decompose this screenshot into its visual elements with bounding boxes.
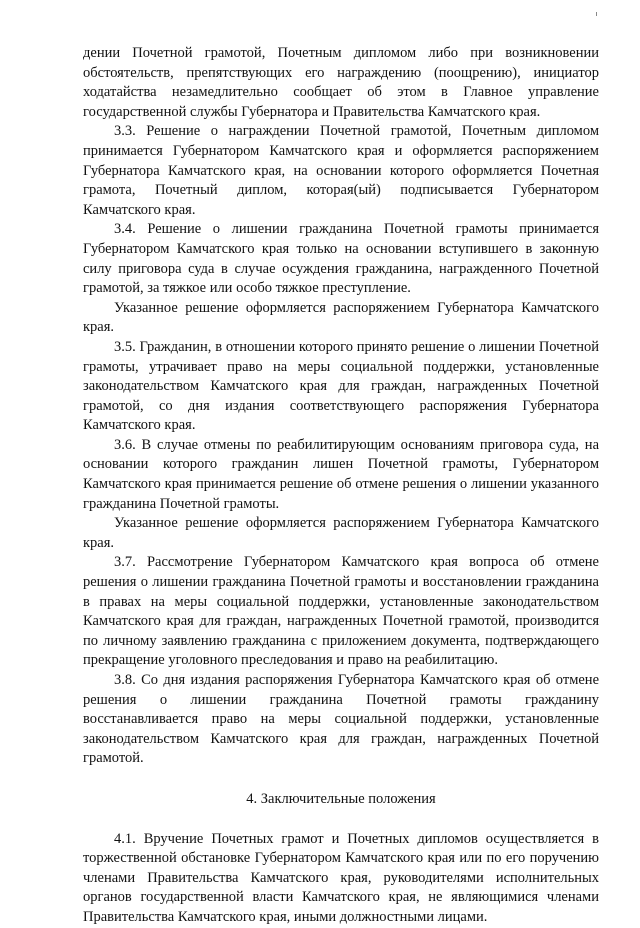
paragraph-3-6: 3.6. В случае отмены по реабилитирующим основаниям приговора суда, на основании которого гражданин лишен Почетной грамоты, Губернатором Камчатского края принимается решение об отмене решения о лишении указанного гражданина Почетной грамоты. bbox=[83, 436, 599, 512]
section-heading: 4. Заключительные положения bbox=[246, 790, 436, 807]
paragraph-4-1: 4.1. Вручение Почетных грамот и Почетных дипломов осуществляется в торжественной обстановке Губернатором Камчатского края или по его поручению членами Правительства Камчатского края, руководителями исполнительных органов государственной власти Камчатского края, не являющимися членами Правительства Камчатского края, иными должностными лицами. bbox=[83, 830, 599, 925]
paragraph-3-7: 3.7. Рассмотрение Губернатором Камчатского края вопроса об отмене решения о лишении гражданина Почетной грамоты и восстановлении гражданина в правах на меры социальной поддержки, установленные законодательством Камчатского края для граждан, награжденных Почетной грамотой, производится по личному заявлению гражданина с приложением документа, подтверждающего прекращение уголовного преследования и право на реабилитацию. bbox=[83, 554, 599, 669]
paragraph-3-4: 3.4. Решение о лишении гражданина Почетной грамоты принимается Губернатором Камчатского края только на основании вступившего в законную силу приговора суда в случае осуждения гражданина, награжденного Почетной грамотой, за тяжкое или особо тяжкое преступление. bbox=[83, 221, 599, 297]
paragraph-3-5: 3.5. Гражданин, в отношении которого принято решение о лишении Почетной грамоты, утрачивает право на меры социальной поддержки, установленные законодательством Камчатского края для граждан, награжденных Почетной грамотой, со дня издания соответствующего распоряжения Губернатора Камчатского края. bbox=[83, 338, 599, 434]
scan-mark bbox=[596, 12, 597, 16]
paragraph-3-6-note: Указанное решение оформляется распоряжением Губернатора Камчатского края. bbox=[83, 515, 599, 551]
paragraph-3-3: 3.3. Решение о награждении Почетной грамотой, Почетным дипломом принимается Губернатором Камчатского края и оформляется распоряжением Губернатора Камчатского края, на основании которого оформляется Почетная грамота, Почетный диплом, которая(ый) подписывается Губернатором Камчатского края. bbox=[83, 123, 599, 218]
paragraph-3-8: 3.8. Со дня издания распоряжения Губернатора Камчатского края об отмене решения о лишении гражданина Почетной грамоты гражданину восстанавливается право на меры социальной поддержки, установленные законодательством Камчатского края для граждан, награжденных Почетной грамотой. bbox=[83, 672, 599, 767]
paragraph-3-4-note: Указанное решение оформляется распоряжением Губернатора Камчатского края. bbox=[83, 299, 599, 336]
document-body bbox=[83, 44, 599, 928]
paragraph-continuation: дении Почетной грамотой, Почетным дипломом либо при возникновении обстоятельств, препятствующих его награждению (поощрению), инициатор ходатайства незамедлительно сообщает об этом в Главное управление государственной службы Губернатора и Правительства Камчатского края. bbox=[83, 45, 599, 120]
